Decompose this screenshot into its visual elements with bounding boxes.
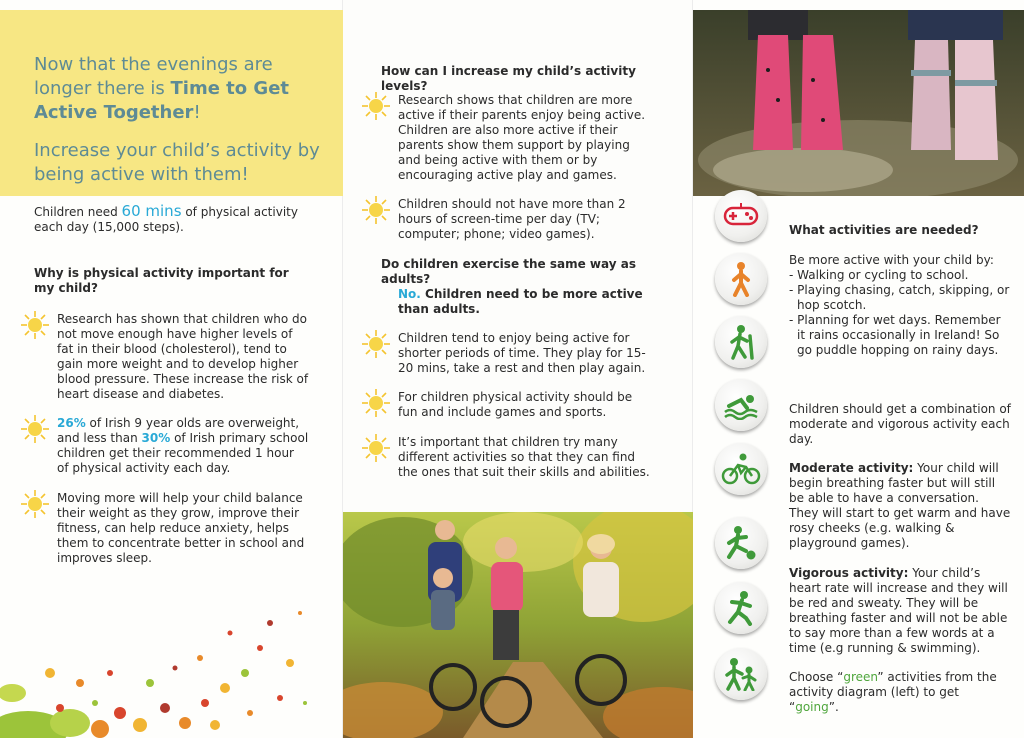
list-item: - Walking or cycling to school. [789, 268, 969, 282]
moderate-activity-text: Moderate activity: Your child will begin breathing faster but will still be able to have a conversation. They will start to get warm and have rosy cheeks (e.g. walking & playground games). [789, 461, 1011, 550]
bullet-item: Moving more will help your child balance their weight as they grow, improve their fitness, can help reduce anxiety, helps them to concentrate better in school and improves sleep. [57, 491, 309, 566]
puddle-boots-photo [693, 10, 1024, 196]
bullet-item: Children tend to enjoy being active for shorter periods of time. They play for 15-20 mins, take a rest and then play again. [398, 331, 653, 376]
sun-icon [360, 387, 392, 419]
choose-green-text: Choose “green” activities from the activity diagram (left) to get “going”. [789, 670, 997, 714]
sun-icon [19, 488, 51, 520]
family-cycling-photo [343, 512, 693, 738]
sun-icon [19, 413, 51, 445]
activities-heading: What activities are needed? [789, 223, 979, 237]
running-icon [715, 582, 767, 634]
gamepad-icon [715, 190, 767, 242]
exercise-heading: Do children exercise the same way as adults? [381, 257, 636, 286]
football-icon [715, 517, 767, 569]
middle-panel [343, 0, 693, 738]
bullet-item: Research shows that children are more active if their parents enjoy being active. Children are also more active if their parents show them support by playing and being active with them or by encouraging active play and games. [398, 93, 653, 183]
family-icon [715, 648, 767, 700]
left-panel [0, 0, 343, 738]
list-item: - Planning for wet days. Remember it rains occasionally in Ireland! So go puddle hopping on rainy days. [789, 313, 1001, 357]
sun-icon [360, 328, 392, 360]
sun-icon [360, 90, 392, 122]
answer-text: No. Children need to be more active than adults. [398, 287, 643, 316]
bullet-item: For children physical activity should be fun and include games and sports. [398, 390, 653, 420]
hero-subtitle: Increase your child’s activity by being active with them! [34, 140, 320, 185]
sun-icon [19, 309, 51, 341]
vigorous-activity-text: Vigorous activity: Your child’s heart rate will increase and they will be red and sweaty. They will be breathing faster and will not be able to say more than a few words at a time (e.g running & swimming). [789, 566, 1008, 655]
list-item: - Playing chasing, catch, skipping, or hop scotch. [789, 283, 1010, 312]
combination-text: Children should get a combination of moderate and vigorous activity each day. [789, 402, 1011, 446]
bullet-item: It’s important that children try many different activities so that they can find the ones that suit their skills and abilities. [398, 435, 653, 480]
why-heading: Why is physical activity important for my child? [34, 266, 289, 295]
increase-activity-heading: How can I increase my child’s activity levels? [381, 64, 636, 93]
sun-icon [360, 432, 392, 464]
bullet-item: Children should not have more than 2 hours of screen-time per day (TV; computer; phone; video games). [398, 197, 653, 242]
swimming-icon [715, 379, 767, 431]
right-panel [693, 0, 1024, 738]
hiking-icon [715, 316, 767, 368]
paint-splatter-decoration [0, 553, 330, 738]
activities-list-block [789, 253, 1011, 358]
sun-icon [360, 194, 392, 226]
cycling-icon [715, 443, 767, 495]
walking-icon [715, 253, 767, 305]
hero-title: Now that the evenings are longer there is Time to Get Active Together! [34, 54, 290, 123]
activities-intro: Be more active with your child by: [789, 253, 994, 267]
bullet-item: Research has shown that children who do not move enough have higher levels of fat in their blood (cholesterol), tend to gain more weight and to develop higher blood pressure. These increase the risk of heart disease and diabetes. [57, 312, 309, 402]
daily-minutes-text: Children need 60 mins of physical activity each day (15,000 steps). [34, 202, 298, 234]
bullet-item: 26% of Irish 9 year olds are overweight, and less than 30% of Irish primary school children get their recommended 1 hour of physical activity each day. [57, 416, 309, 476]
